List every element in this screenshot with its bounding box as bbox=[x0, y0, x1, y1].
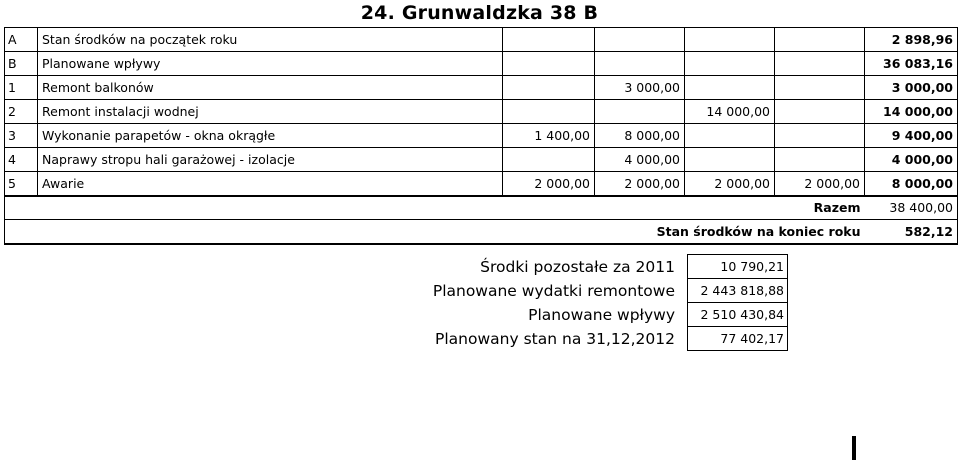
row-name: Planowane wpływy bbox=[38, 52, 503, 76]
summary-row bbox=[330, 255, 788, 279]
row-total: 8 000,00 bbox=[865, 172, 958, 196]
summary-value: 2 510 430,84 bbox=[688, 303, 788, 327]
row-total: 4 000,00 bbox=[865, 148, 958, 172]
end-balance-row bbox=[5, 220, 958, 244]
row-code: 2 bbox=[5, 100, 38, 124]
row-name: Stan środków na początek roku bbox=[38, 28, 503, 52]
row-total: 36 083,16 bbox=[865, 52, 958, 76]
budget-table bbox=[4, 27, 958, 245]
row-amount-2: 8 000,00 bbox=[595, 124, 685, 148]
row-code: B bbox=[5, 52, 38, 76]
row-amount-2: 4 000,00 bbox=[595, 148, 685, 172]
summary-value: 2 443 818,88 bbox=[688, 279, 788, 303]
summary-table bbox=[330, 254, 788, 351]
row-total: 3 000,00 bbox=[865, 76, 958, 100]
row-amount-2 bbox=[595, 28, 685, 52]
row-amount-2: 3 000,00 bbox=[595, 76, 685, 100]
row-name: Naprawy stropu hali garażowej - izolacje bbox=[38, 148, 503, 172]
row-amount-4 bbox=[775, 100, 865, 124]
row-name: Awarie bbox=[38, 172, 503, 196]
row-amount-4 bbox=[775, 148, 865, 172]
row-code: A bbox=[5, 28, 38, 52]
row-code: 4 bbox=[5, 148, 38, 172]
summary-value: 77 402,17 bbox=[688, 327, 788, 351]
row-total: 14 000,00 bbox=[865, 100, 958, 124]
row-amount-1: 1 400,00 bbox=[503, 124, 595, 148]
row-amount-4: 2 000,00 bbox=[775, 172, 865, 196]
summary-label: Planowane wydatki remontowe bbox=[432, 281, 675, 300]
row-total: 9 400,00 bbox=[865, 124, 958, 148]
row-amount-4 bbox=[775, 28, 865, 52]
row-amount-3: 14 000,00 bbox=[685, 100, 775, 124]
row-amount-3 bbox=[685, 76, 775, 100]
row-amount-2 bbox=[595, 100, 685, 124]
row-amount-4 bbox=[775, 76, 865, 100]
razem-row bbox=[5, 196, 958, 220]
table-row bbox=[5, 76, 958, 100]
summary-value: 10 790,21 bbox=[688, 255, 788, 279]
summary-row bbox=[330, 303, 788, 327]
summary-row bbox=[330, 279, 788, 303]
summary-label: Planowany stan na 31,12,2012 bbox=[435, 329, 675, 348]
row-amount-3: 2 000,00 bbox=[685, 172, 775, 196]
table-row bbox=[5, 28, 958, 52]
row-amount-1: 2 000,00 bbox=[503, 172, 595, 196]
table-row bbox=[5, 52, 958, 76]
row-amount-2: 2 000,00 bbox=[595, 172, 685, 196]
row-code: 3 bbox=[5, 124, 38, 148]
page-title: 24. Grunwaldzka 38 B bbox=[360, 2, 599, 24]
cell-marker bbox=[852, 436, 856, 460]
summary-label: Środki pozostałe za 2011 bbox=[480, 257, 675, 276]
row-name: Remont instalacji wodnej bbox=[38, 100, 503, 124]
row-amount-2 bbox=[595, 52, 685, 76]
row-code: 5 bbox=[5, 172, 38, 196]
row-amount-3 bbox=[685, 28, 775, 52]
table-row bbox=[5, 172, 958, 196]
table-row bbox=[5, 124, 958, 148]
row-amount-4 bbox=[775, 52, 865, 76]
row-amount-3 bbox=[685, 52, 775, 76]
row-amount-4 bbox=[775, 124, 865, 148]
row-amount-1 bbox=[503, 100, 595, 124]
table-row bbox=[5, 100, 958, 124]
row-name: Wykonanie parapetów - okna okrągłe bbox=[38, 124, 503, 148]
summary-row bbox=[330, 327, 788, 351]
end-balance-label: Stan środków na koniec roku bbox=[5, 220, 865, 244]
row-total: 2 898,96 bbox=[865, 28, 958, 52]
row-name: Remont balkonów bbox=[38, 76, 503, 100]
row-code: 1 bbox=[5, 76, 38, 100]
end-balance-value: 582,12 bbox=[865, 220, 958, 244]
row-amount-1 bbox=[503, 76, 595, 100]
row-amount-3 bbox=[685, 148, 775, 172]
summary-label: Planowane wpływy bbox=[528, 305, 675, 324]
row-amount-3 bbox=[685, 124, 775, 148]
row-amount-1 bbox=[503, 52, 595, 76]
razem-value: 38 400,00 bbox=[865, 196, 958, 220]
row-amount-1 bbox=[503, 28, 595, 52]
row-amount-1 bbox=[503, 148, 595, 172]
table-row bbox=[5, 148, 958, 172]
razem-label: Razem bbox=[5, 196, 865, 220]
